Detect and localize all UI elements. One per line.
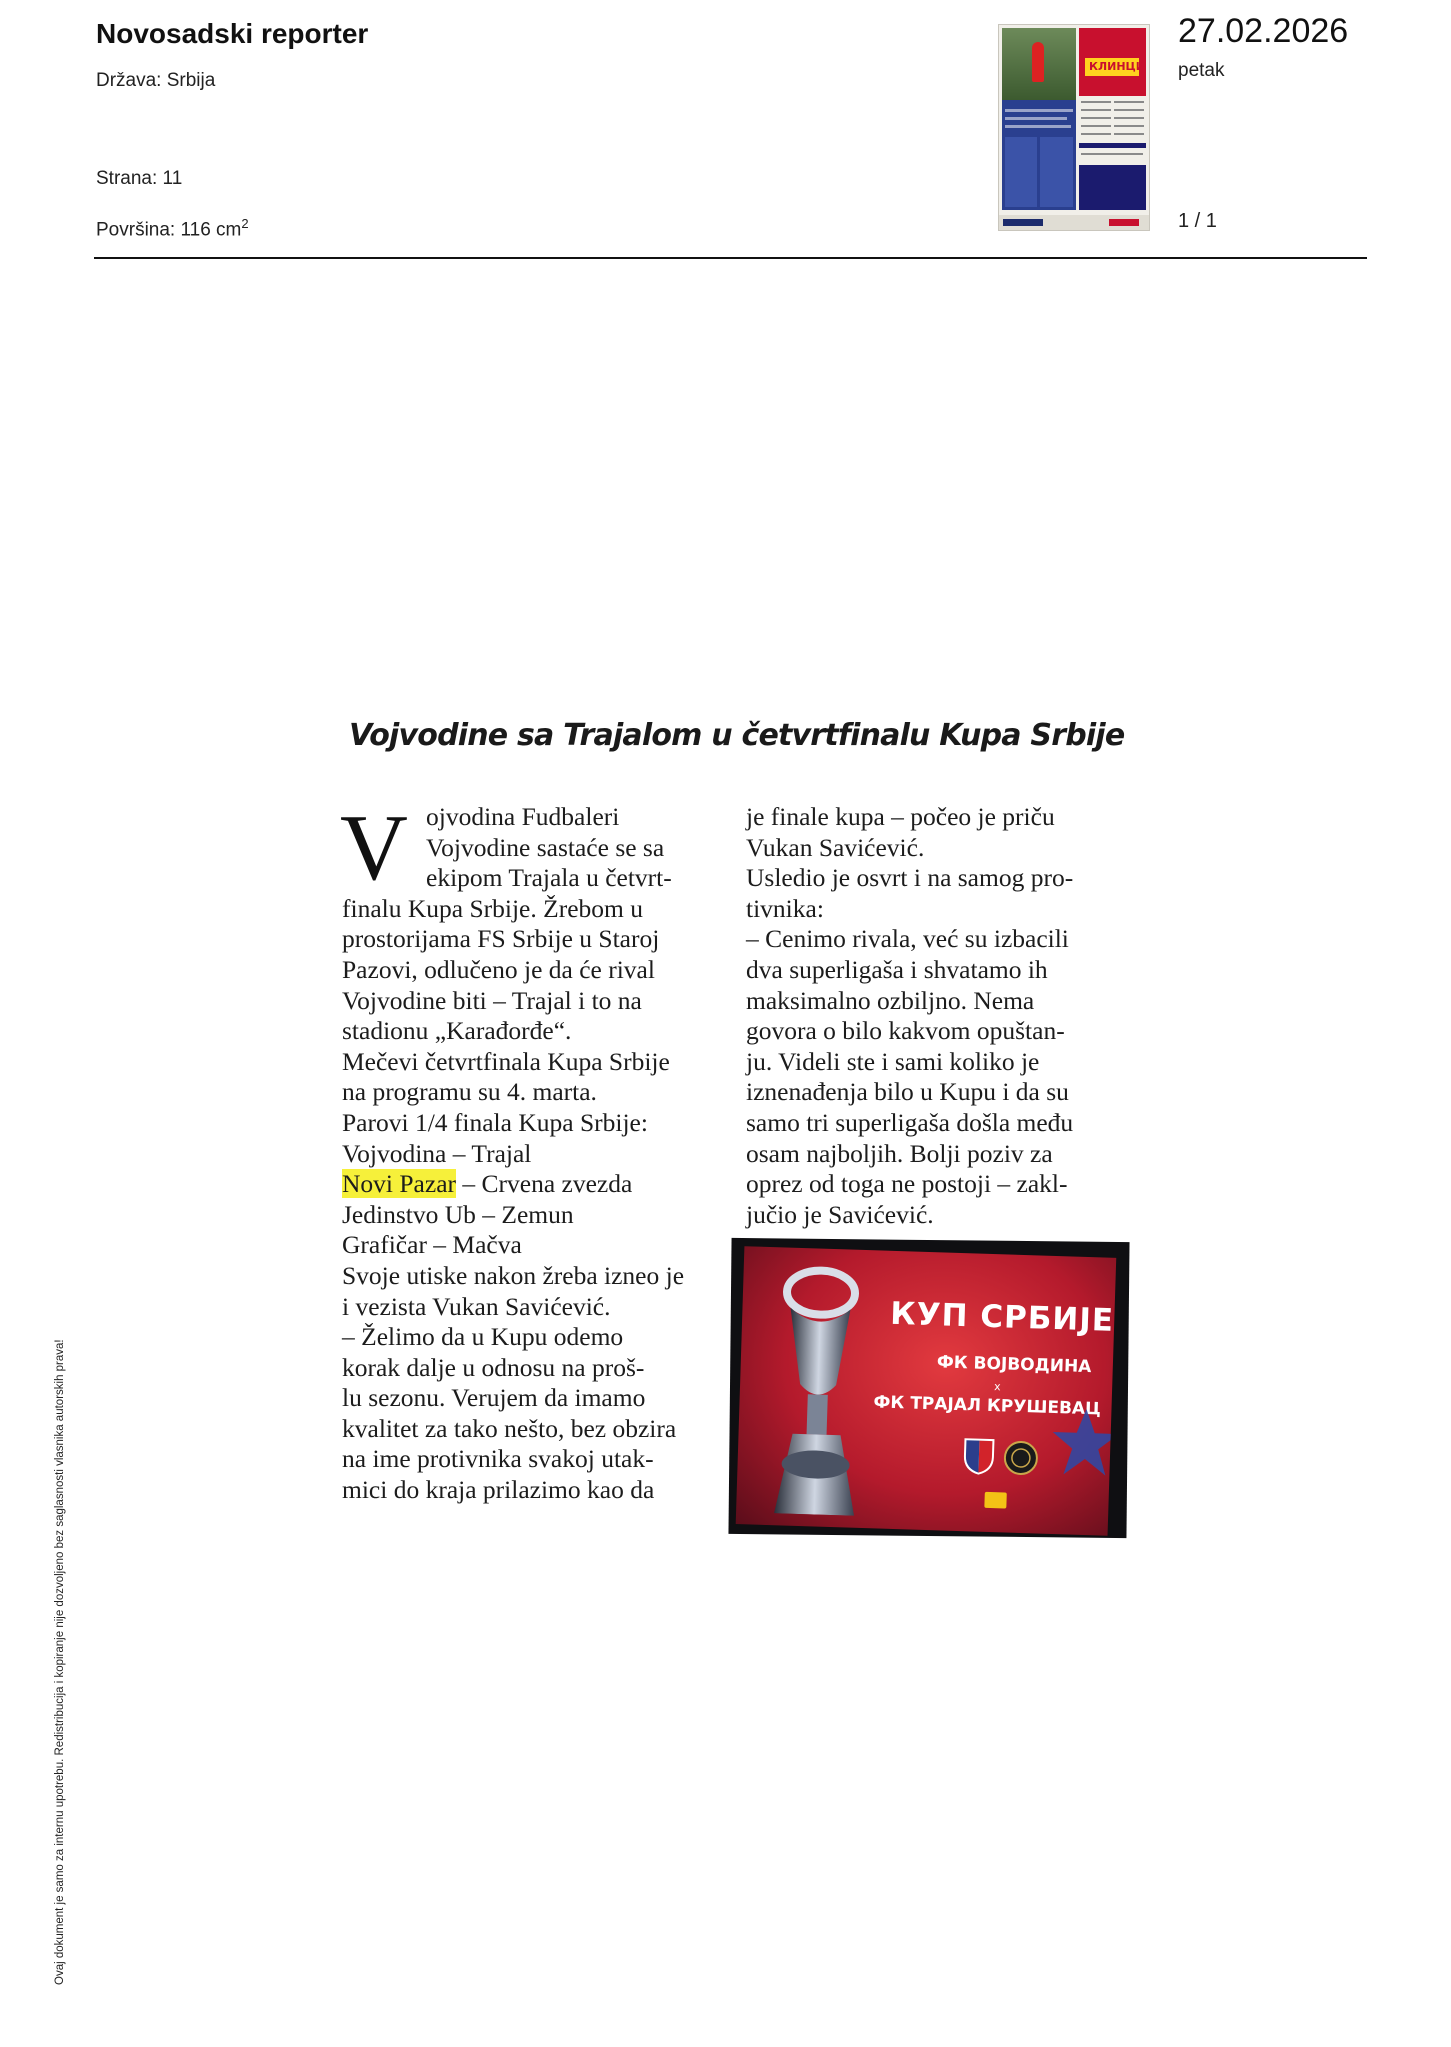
area-value: Površina: 116 cm [96, 219, 242, 241]
issue-weekday: petak [1178, 60, 1225, 81]
thumbnail-subhead-bar [1079, 143, 1146, 148]
thumbnail-text-line [1114, 117, 1144, 119]
article-line-rest: – Crvena zvezda [456, 1169, 633, 1199]
article-line-highlighted [342, 1169, 722, 1200]
article-column-1 [340, 796, 722, 1506]
publication-name: Novosadski reporter [96, 18, 369, 49]
thumbnail-player-figure [1032, 42, 1044, 82]
article-line: Usledio je osvrt i na samog pro- [746, 863, 1074, 893]
cup-promo-image [728, 1238, 1129, 1538]
thumbnail-text-block [1040, 137, 1073, 207]
country-label: Država: Srbija [96, 70, 216, 91]
page-number-label: Strana: 11 [96, 168, 183, 189]
thumbnail-text-line [1081, 133, 1111, 135]
star-decoration-icon [1049, 1406, 1116, 1478]
thumbnail-footer-brand [1109, 219, 1139, 226]
article-line: osam najboljih. Bolji poziv za [746, 1138, 1053, 1168]
article-line: Mečevi četvrtfinala Kupa Srbije [342, 1046, 670, 1076]
article-line: ojvodina Fudbaleri [426, 802, 620, 831]
thumbnail-text-line [1005, 109, 1073, 112]
article-line: govora o bilo kakvom opuštan- [746, 1016, 1065, 1046]
article-line: na programu su 4. marta. [342, 1077, 597, 1107]
article-line: Vukan Savićević. [746, 832, 925, 862]
article-line: Vojvodine biti – Trajal i to na [342, 985, 642, 1015]
thumbnail-text-line [1081, 125, 1111, 127]
thumbnail-text-line [1114, 125, 1144, 127]
article-line: lu sezonu. Verujem da imamo [342, 1383, 646, 1413]
thumbnail-text-line [1081, 101, 1111, 103]
thumbnail-photo [1002, 28, 1076, 100]
promo-team-away: ФК ТРАЈАЛ КРУШЕВАЦ [873, 1392, 1102, 1420]
trophy-icon [754, 1263, 882, 1517]
article-line: Svoje utiske nakon žreba izneo je [342, 1260, 685, 1290]
article-line: ju. Videli ste i sami koliko je [746, 1046, 1040, 1076]
vojvodina-crest-icon [961, 1436, 996, 1477]
article-line: oprez od toga ne postoji – zakl- [746, 1169, 1068, 1199]
article-line: finalu Kupa Srbije. Žrebom u [342, 893, 643, 923]
article-line: kvalitet za tako nešto, bez obzira [342, 1413, 677, 1443]
cup-promo-artwork [736, 1246, 1117, 1536]
article-line: i vezista Vukan Savićević. [342, 1291, 611, 1321]
area-label [96, 216, 249, 241]
thumbnail-blue-box [1079, 165, 1146, 210]
thumbnail-text-line [1081, 109, 1111, 111]
article-column-2 [746, 802, 1126, 1230]
page-thumbnail[interactable] [998, 24, 1150, 231]
article-line: – Želimo da u Kupu odemo [342, 1322, 624, 1352]
thumbnail-red-feature [1079, 28, 1146, 96]
promo-team-home: ФК ВОЈВОДИНА [936, 1352, 1092, 1378]
article-line: je finale kupa – počeo je priču [746, 802, 1055, 831]
header-divider [94, 257, 1367, 259]
sponsor-logo [984, 1492, 1006, 1509]
thumbnail-text-line [1005, 117, 1067, 120]
article-line: – Cenimo rivala, već su izbacili [746, 924, 1069, 954]
promo-versus: x [993, 1380, 1001, 1394]
article-line: stadionu „Karađorđe“. [342, 1016, 572, 1046]
article-line: prostorijama FS Srbije u Staroj [342, 924, 660, 954]
thumbnail-text-line [1114, 133, 1144, 135]
thumbnail-headline-box [1085, 58, 1145, 76]
thumbnail-footer [999, 215, 1149, 230]
thumbnail-text-line [1114, 101, 1144, 103]
article-line: ekipom Trajala u četvrt- [426, 863, 672, 893]
copyright-notice: Ovaj dokument je samo za internu upotrebu. Redistribucija i kopiranje nije dozvoljeno bez saglasnosti vlasnika autorskih prava! [54, 1339, 66, 1985]
article-line: jučio je Savićević. [746, 1199, 934, 1229]
issue-date: 27.02.2026 [1178, 12, 1349, 50]
highlighted-keyword: Novi Pazar [342, 1169, 457, 1199]
thumbnail-text-block [1005, 137, 1037, 207]
page-count: 1 / 1 [1178, 210, 1217, 232]
article-line: tivnika: [746, 893, 824, 923]
article-line: dva superligaša i shvatamo ih [746, 954, 1048, 984]
article-line: korak dalje u odnosu na proš- [342, 1352, 645, 1382]
article-line: Parovi 1/4 finala Kupa Srbije: [342, 1107, 648, 1137]
area-unit-superscript: 2 [241, 216, 249, 231]
article-line: mici do kraja prilazimo kao da [342, 1475, 655, 1505]
thumbnail-footer-logo [1003, 219, 1043, 226]
article-line: Grafičar – Mačva [342, 1230, 522, 1260]
trajal-crest-icon [1003, 1437, 1038, 1478]
article-line: Vojvodina – Trajal [342, 1138, 532, 1168]
thumbnail-text-line [1081, 117, 1111, 119]
article-line: Jedinstvo Ub – Zemun [342, 1199, 574, 1229]
thumbnail-text-line [1081, 153, 1143, 155]
article-line: na ime protivnika svakoj utak- [342, 1444, 654, 1474]
drop-cap: V [340, 796, 408, 900]
article-line: Pazovi, odlučeno je da će rival [342, 954, 655, 984]
thumbnail-text-line [1114, 109, 1144, 111]
thumbnail-text-line [1005, 125, 1071, 128]
article-line: maksimalno ozbiljno. Nema [746, 985, 1035, 1015]
article-title: Vojvodine sa Trajalom u četvrtfinalu Kupa Srbije [349, 718, 1125, 753]
article-line: samo tri superligaša došla među [746, 1107, 1074, 1137]
thumbnail-headline: КЛИНЦИ [1089, 60, 1145, 73]
article-line: iznenađenja bilo u Kupu i da su [746, 1077, 1069, 1107]
promo-title: КУП СРБИЈЕ [889, 1295, 1115, 1339]
article-line: Vojvodine sastaće se sa [426, 832, 665, 862]
